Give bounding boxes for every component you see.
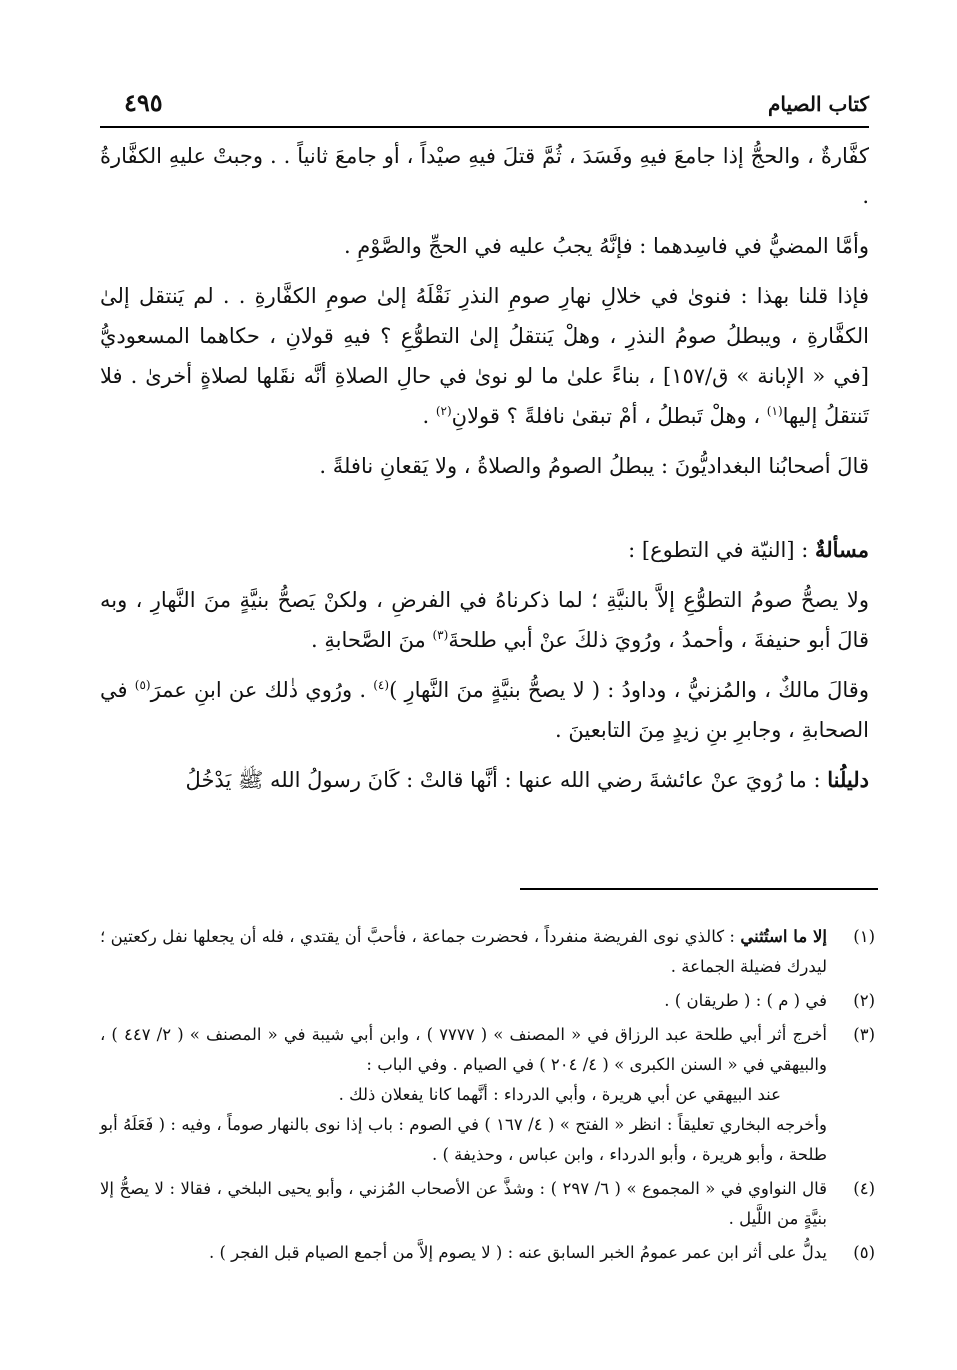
footnote-divider (520, 888, 878, 890)
paragraph-2: وأمَّا المضيُّ في فاسِدهما : فإنَّهُ يجبُ عليه في الحجِّ والصَّوْمِ . (343, 234, 869, 258)
chapter-title: كتاب الصيام (768, 92, 869, 116)
footnote-text: وأخرجه البخاري تعليقاً : انظر « الفتح » ( ٤/ ١٦٧ ) في الصوم : باب إذا نوى بالنهار صوماً ، وفيه : ( فَعَلَهُ أبو طلحة ، وأبو هريرة ، وأبو الدرداء ، وابن عباس ، وحذيفة ) . (100, 1115, 828, 1164)
paragraph-6-end: في الصحابةِ ، وجابرِ بنِ زيدٍ مِنَ التابعينَ . (100, 678, 869, 742)
footnote-text: : كالذي نوى الفريضة منفرداً ، فحضرت جماعة ، فأحبَّ أن يقتدي ، فله أن يجعلها نفل ركعتين ؛ ليدرك فضيلة الجماعة . (100, 927, 827, 976)
footnote-text: قال النواوي في « المجموع » ( ٦/ ٢٩٧ ) : وشذَّ عن الأصحاب المُزني ، وأبو يحيى البلخي ، فقالا : لا يصحُّ إلا بنيَّةٍ من اللَّيل . (100, 1179, 827, 1228)
paragraph-3 (100, 276, 869, 436)
footnote-ref-4[interactable]: (٤) (373, 678, 390, 692)
header-divider (100, 126, 869, 128)
paragraph-3-text: فإذا قلنا بهذا : فنوىٰ في خلالِ نهارِ صومِ النذرِ نَقْلَهُ إلىٰ صومِ الكفَّارةِ . . لم يَنتقل إلىٰ الكفَّارةِ ، ويبطلُ صومُ النذرِ ، وهلْ يَنتقلُ إلىٰ التطوُّعِ ؟ فيهِ قولانِ ، حكاهما المسعوديُّ [في « الإبانة » ق/١٥٧] ، بناءً علىٰ ما لو نوىٰ في حالِ الصلاةِ أنَّه نقَلها لصلاةٍ أخرىٰ . فلا تَنتقلُ إليها (100, 284, 869, 428)
paragraph-3-mid: ، وهلْ تَبطلُ ، أمْ تبقىٰ نافلةً ؟ قولانِ (451, 404, 767, 428)
footnote-number: (٤) (853, 1179, 875, 1198)
footnote-1 (100, 922, 875, 982)
footnote-ref-3[interactable]: (٣) (432, 628, 449, 642)
footnote-number: (١) (853, 927, 875, 946)
masala-label: مسألةٌ (814, 537, 869, 562)
footnote-3 (100, 1020, 875, 1170)
footnote-ref-1[interactable]: (١) (766, 404, 783, 418)
page-number: ٤٩٥ (124, 88, 163, 117)
footnote-ref-2[interactable]: (٢) (435, 404, 452, 418)
footnote-2 (100, 986, 875, 1016)
footnote-number: (٣) (853, 1025, 875, 1044)
footnote-text: يدلُّ على أثر ابن عمر عمومُ الخبر السابق عنه : ( لا يصوم إلاَّ من أجمع الصيام قبل الفجر ) . (208, 1243, 827, 1262)
paragraph-7 (100, 760, 869, 800)
footnote-5 (100, 1238, 875, 1268)
footnote-text: عند البيهقي عن أبي هريرة ، وأبي الدرداء : أنَّهما كانا يفعلان ذلك . (338, 1085, 781, 1104)
paragraph-5-end: منَ الصَّحابةِ . (311, 628, 433, 652)
footnote-4 (100, 1174, 875, 1234)
footnote-number: (٢) (853, 991, 875, 1010)
paragraph-4: قالَ أصحابُنا البغداديُّونَ : يبطلُ الصومُ والصلاةُ ، ولا يَقعانِ نافلةً . (319, 454, 869, 478)
paragraph-6 (100, 670, 869, 750)
paragraph-5 (100, 580, 869, 660)
main-text (100, 136, 869, 800)
footnote-text: أخرج أثر أبي طلحة عبد الرزاق في « المصنف » ( ٧٧٧٧ ) ، وابن أبي شيبة في « المصنف » ( ٢/ ٤٤٧ ) ، والبيهقي في « السنن الكبرى » ( ٤/ ٢٠٤ ) في الصيام . وفي الباب : (100, 1025, 827, 1074)
masala-title: : [النيّة في التطوع] : (628, 538, 815, 562)
footnotes (100, 922, 875, 1272)
paragraph-1: كفَّارةٌ ، والحجُّ إذا جامعَ فيهِ وفَسَدَ ، ثُمَّ قتلَ فيهِ صيْداً ، أو جامعَ ثانياً . . وجبتْ عليهِ الكفَّارةُ . (100, 144, 869, 208)
masala-heading (100, 530, 869, 570)
paragraph-6-text: وقالَ مالكٌ ، والمُزنيُّ ، وداودُ : ( لا يصحُّ بنيَّةٍ منَ النَّهارِ ) (389, 678, 869, 702)
footnote-ref-5[interactable]: (٥) (134, 678, 151, 692)
evidence-label: دليلُنا (827, 767, 869, 792)
footnote-label: إلا ما استُثني (740, 927, 828, 946)
running-header (100, 88, 869, 122)
paragraph-6-mid: . ورُوي ذٰلك عن ابنِ عمرَ (150, 678, 374, 702)
footnote-text: في ( م ) : ( طريقان ) . (664, 991, 827, 1010)
footnote-number: (٥) (853, 1243, 875, 1262)
paragraph-7-text: : ما رُويَ عنْ عائشةَ رضي الله عنها : أنَّها قالتْ : كَانَ رسولُ الله ﷺ يَدْخُلُ (185, 768, 828, 792)
paragraph-5-text: ولا يصحُّ صومُ التطوُّعِ إلاَّ بالنيَّةِ ؛ لما ذكرناهُ في الفرضِ ، ولكنْ يَصحُّ بنيَّةٍ منَ النَّهارِ ، وبه قالَ أبو حنيفةَ ، وأحمدُ ، ورُويَ ذلكَ عنْ أبي طلحةَ (100, 588, 869, 652)
paragraph-3-end: . (422, 404, 436, 428)
